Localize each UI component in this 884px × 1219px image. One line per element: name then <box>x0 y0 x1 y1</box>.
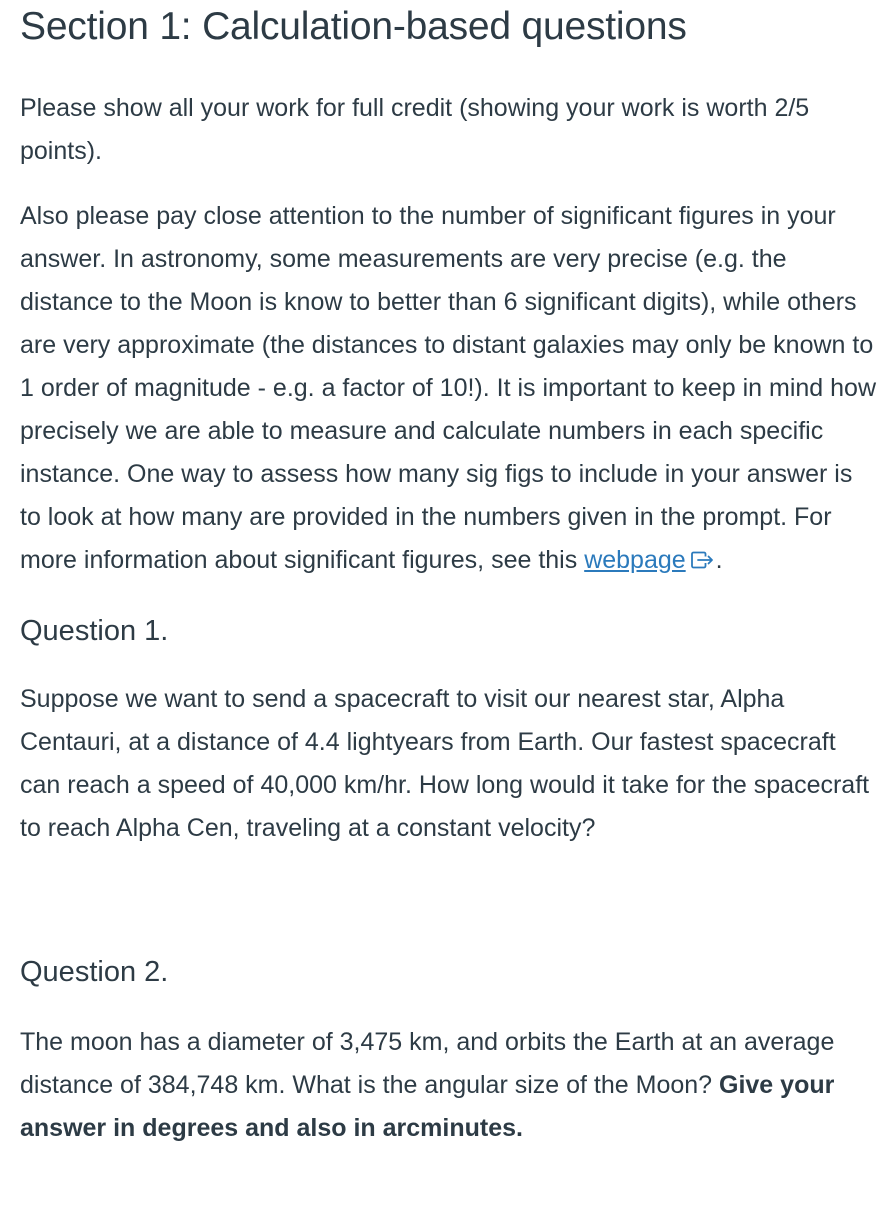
webpage-link[interactable] <box>584 546 715 574</box>
question-1-text: Suppose we want to send a spacecraft to visit our nearest star, Alpha Centauri, at a distance of 4.4 lightyears from Earth. Our fastest spacecraft can reach a speed of 40,000 km/hr. How long would it take for the spacecraft to reach Alpha Cen, traveling at a constant velocity? <box>20 685 870 842</box>
question-1-heading: Question 1. <box>20 615 169 647</box>
external-link-icon[interactable] <box>690 550 716 570</box>
sigfig-text: Also please pay close attention to the number of significant figures in your answer. In astronomy, some measurements are very precise (e.g. the distance to the Moon is know to better than 6 significant digits), while others are very approximate (the distances to distant galaxies may only be known to 1 order of magnitude - e.g. a factor of 10!). It is important to keep in mind how precisely we are able to measure and calculate numbers in each specific instance. One way to assess how many sig figs to include in your answer is to look at how many are provided in the numbers given in the prompt. For more information about significant figures, see this <box>20 202 876 574</box>
webpage-link-label[interactable]: webpage <box>584 546 686 574</box>
section-title: Section 1: Calculation-based questions <box>20 5 687 48</box>
question-2-bold-instruction: Give your answer in degrees and also in arcminutes. <box>20 1071 835 1142</box>
sigfig-period: . <box>715 546 723 574</box>
question-2-heading: Question 2. <box>20 956 169 988</box>
intro-paragraph: Please show all your work for full credit (showing your work is worth 2/5 points). <box>20 94 810 165</box>
question-2-paragraph <box>20 1021 876 1150</box>
sigfig-paragraph <box>20 195 876 582</box>
question-2-text: The moon has a diameter of 3,475 km, and orbits the Earth at an average distance of 384,748 km. What is the angular size of the Moon? <box>20 1028 835 1099</box>
page-content <box>0 4 884 1150</box>
